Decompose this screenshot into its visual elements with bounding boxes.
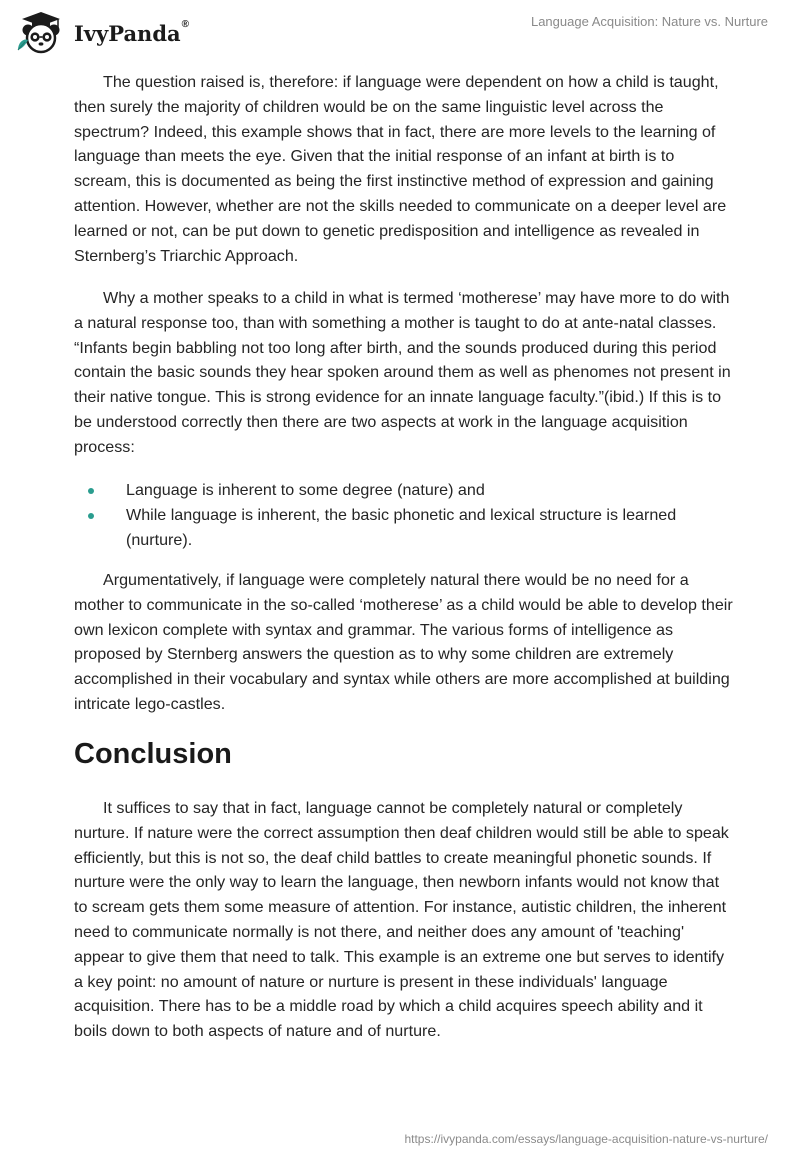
list-item bbox=[74, 478, 734, 503]
body-paragraph-2: Why a mother speaks to a child in what is termed ‘motherese’ may have more to do with a natural response too, than with something a mother is taught to do at ante-natal classes. “Infants begin babbling not too long after birth, and the sounds produced during this period contain the basic sounds they hear spoken around them as well as phenomes not present in their native tongue. This is strong evidence for an innate language faculty.”(ibid.) If this is to be understood correctly then there are two aspects at work in the language acquisition process: bbox=[74, 289, 731, 456]
list-item bbox=[74, 503, 734, 553]
page-header bbox=[0, 0, 800, 66]
registered-mark: ® bbox=[181, 18, 189, 30]
body-paragraph-3: Argumentatively, if language were completely natural there would be no need for a mother to communicate in the so-called ‘motherese’ as a child would be able to develop their own lexicon complete with syntax and grammar. The various forms of intelligence as proposed by Sternberg answers the question as to why some children are extremely accomplished in their vocabulary and syntax while others are more accomplished at building intricate lego-castles. bbox=[74, 571, 733, 713]
source-url-link[interactable]: https://ivypanda.com/essays/language-acquisition-nature-vs-nurture/ bbox=[404, 1132, 768, 1146]
brand-name bbox=[74, 18, 189, 46]
aspects-bullet-list bbox=[74, 478, 734, 552]
document-title: Language Acquisition: Nature vs. Nurture bbox=[530, 14, 768, 29]
list-item-text: While language is inherent, the basic phonetic and lexical structure is learned (nurture). bbox=[126, 505, 677, 549]
bullet-dot-icon bbox=[88, 513, 94, 519]
body-paragraph-1: The question raised is, therefore: if language were dependent on how a child is taught, then surely the majority of children would be on the same linguistic level across the spectrum? Indeed, this example shows that in fact, there are more levels to the learning of language than meets the eye. Given that the initial response of an infant at birth is to scream, this is documented as being the first instinctive method of expression and gaining attention. However, whether are not the skills needed to communicate on a deeper level are learned or not, can be put down to genetic predisposition and intelligence as revealed in Sternberg’s Triarchic Approach. bbox=[74, 73, 727, 265]
ivypanda-logo-link[interactable] bbox=[14, 10, 189, 54]
list-item-text: Language is inherent to some degree (nature) and bbox=[126, 481, 485, 499]
conclusion-paragraph: It suffices to say that in fact, language cannot be completely natural or completely nurture. If nature were the correct assumption then deaf children would still be able to speak efficiently, but this is not so, the deaf child battles to create meaningful phonetic sounds. If nurture were the only way to learn the language, then newborn infants would not know that to scream gets them some measure of attention. For instance, autistic children, the inherent need to communicate normally is not there, and neither does any amount of 'teaching' appear to give them that need to talk. This example is an extreme one but serves to identify a key point: no amount of nature or nurture is present in these individuals' language acquisition. There has to be a middle road by which a child acquires speech ability and it boils down to both aspects of nature and of nurture. bbox=[74, 799, 729, 1041]
bullet-dot-icon bbox=[88, 488, 94, 494]
brand-name-text: IvyPanda bbox=[74, 20, 181, 46]
conclusion-heading: Conclusion bbox=[74, 738, 232, 770]
panda-graduate-logo-icon bbox=[14, 10, 68, 54]
